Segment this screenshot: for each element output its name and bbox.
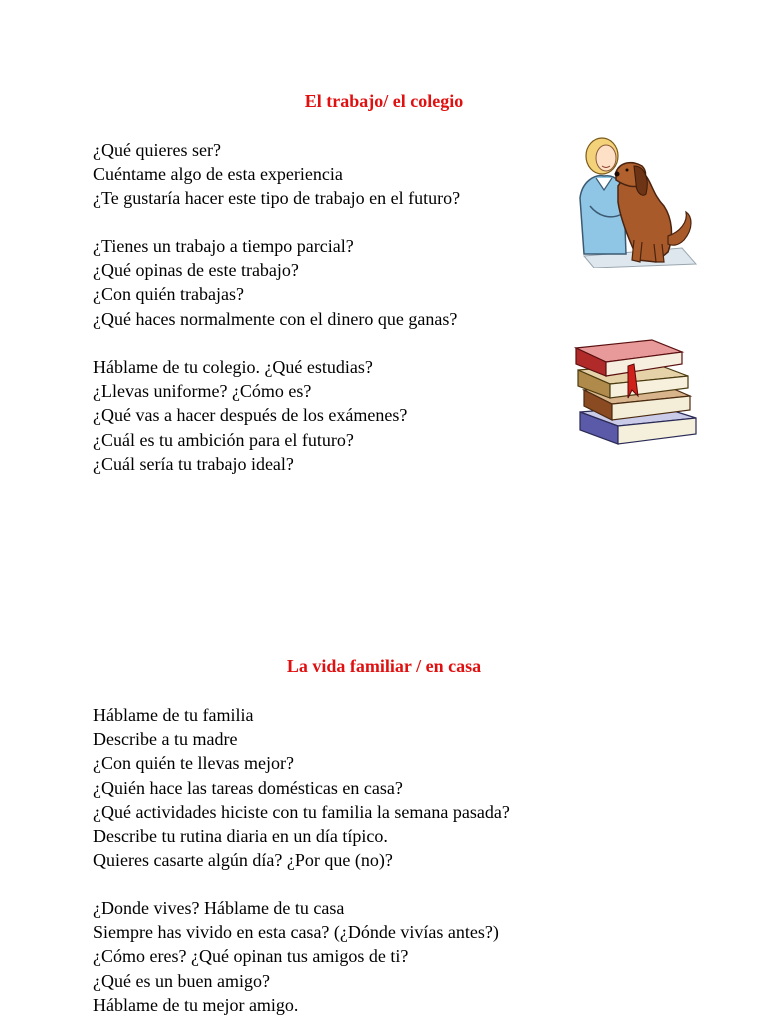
question-group-family-2	[93, 896, 653, 1017]
stack-of-books-clipart	[572, 336, 702, 448]
question-group-work-2	[93, 234, 653, 331]
question-line: ¿Quién hace las tareas domésticas en casa?	[93, 777, 403, 798]
question-line: ¿Te gustaría hacer este tipo de trabajo en el futuro?	[93, 188, 461, 209]
question-line: Háblame de tu familia	[93, 705, 254, 725]
question-line: ¿Con quién te llevas mejor?	[93, 753, 294, 774]
question-line: Háblame de tu colegio. ¿Qué estudias?	[93, 357, 373, 377]
question-line: ¿Qué opinas de este trabajo?	[93, 260, 299, 281]
vet-with-dog-clipart	[572, 136, 702, 268]
question-line: Describe a tu madre	[93, 729, 238, 750]
question-line: Siempre has vivido en esta casa? (¿Dónde vivías antes?)	[93, 922, 499, 943]
question-group-family-1	[93, 703, 653, 872]
section-title-work: El trabajo/ el colegio	[304, 91, 464, 111]
question-line: Quieres casarte algún día? ¿Por que (no)?	[93, 850, 393, 871]
question-group-work-1	[93, 138, 653, 211]
question-line: ¿Qué quieres ser?	[93, 140, 221, 160]
question-line: ¿Qué actividades hiciste con tu familia la semana pasada?	[93, 801, 510, 822]
question-line: ¿Llevas uniforme? ¿Cómo es?	[93, 381, 312, 402]
question-line: ¿Qué es un buen amigo?	[93, 970, 270, 991]
section-title-family: La vida familiar / en casa	[286, 656, 482, 676]
question-line: Describe tu rutina diaria en un día típico.	[93, 825, 388, 846]
question-line: ¿Donde vives? Háblame de tu casa	[93, 898, 345, 918]
question-line: ¿Con quién trabajas?	[93, 284, 244, 305]
question-line: Háblame de tu mejor amigo.	[93, 994, 299, 1015]
question-line: ¿Cuál sería tu trabajo ideal?	[93, 453, 294, 474]
question-line: ¿Cuál es tu ambición para el futuro?	[93, 429, 354, 450]
question-line: ¿Tienes un trabajo a tiempo parcial?	[93, 236, 354, 256]
question-group-work-3	[93, 355, 653, 476]
question-line: ¿Cómo eres? ¿Qué opinan tus amigos de ti?	[93, 946, 409, 967]
question-line: ¿Qué vas a hacer después de los exámenes?	[93, 405, 408, 426]
question-line: ¿Qué haces normalmente con el dinero que ganas?	[93, 308, 458, 329]
question-line: Cuéntame algo de esta experiencia	[93, 164, 343, 185]
